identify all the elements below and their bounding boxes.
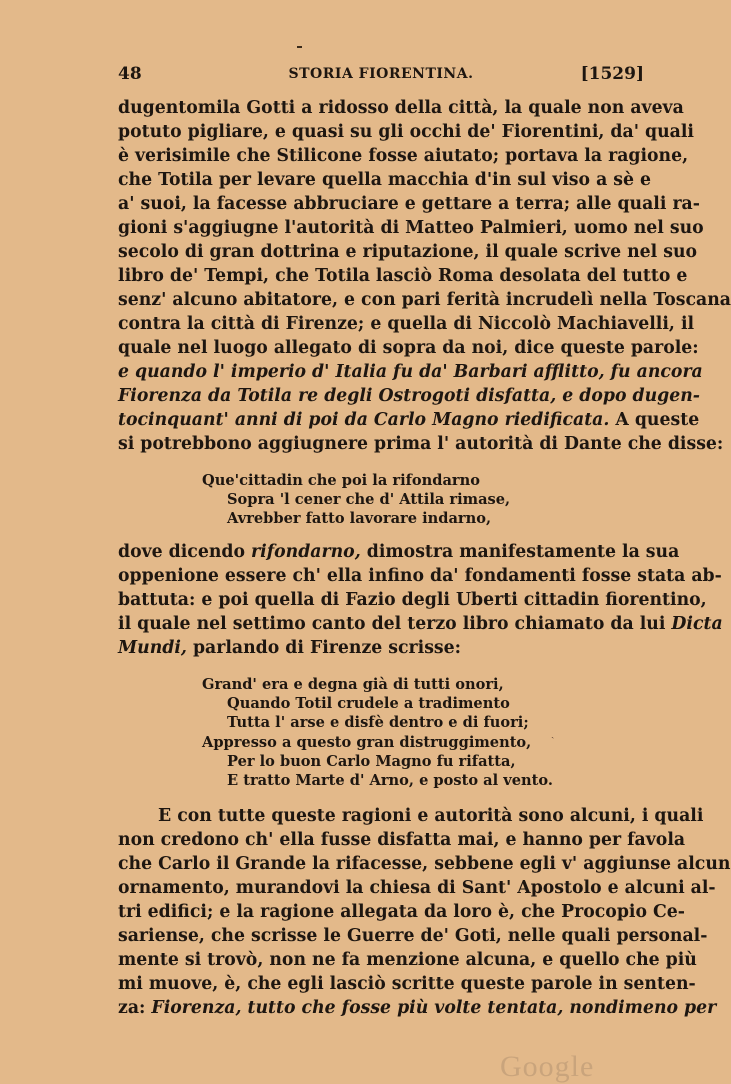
verse-line: Que'cittadin che poi la rifondarno <box>202 472 480 489</box>
verse-line: E tratto Marte d' Arno, e posto al vento. <box>227 772 553 789</box>
text-line-mixed <box>118 996 717 1020</box>
text-line: ornamento, murandovi la chiesa di Sant' Apostolo e alcuni al- <box>118 878 716 898</box>
stray-mark: ˎ <box>551 728 555 739</box>
text-line: senz' alcuno abitatore, e con pari ferità incrudelì nella Toscana <box>118 290 731 310</box>
italic-quote: Fiorenza da Totila re degli Ostrogoti disfatta, e dopo dugen- <box>118 386 700 406</box>
italic-word: Dicta <box>671 614 723 634</box>
text-line: E con tutte queste ragioni e autorità sono alcuni, i quali <box>158 806 704 826</box>
text-line: tri edifici; e la ragione allegata da loro è, che Procopio Ce- <box>118 902 685 922</box>
text-span: dove dicendo <box>118 542 252 562</box>
text-span: parlando di Firenze scrisse: <box>186 638 462 658</box>
text-line: mi muove, è, che egli lasciò scritte queste parole in senten- <box>118 974 696 994</box>
text-line: secolo di gran dottrina e riputazione, il quale scrive nel suo <box>118 242 698 262</box>
italic-word: rifondarno, <box>251 542 361 562</box>
text-line-mixed <box>118 408 700 432</box>
text-span: dimostra manifestamente la sua <box>360 542 680 562</box>
verse-line: Quando Totil crudele a tradimento <box>227 695 510 712</box>
text-line: non credono ch' ella fusse disfatta mai, e hanno per favola <box>118 830 686 850</box>
book-title: STORIA FIORENTINA. <box>288 66 474 82</box>
text-line: che Totila per levare quella macchia d'in sul viso a sè e <box>118 170 652 190</box>
italic-quote: tocinquant' anni di poi da Carlo Magno riedificata. <box>118 410 610 430</box>
text-line-mixed <box>118 612 723 636</box>
verse-line: Grand' era e degna già di tutti onori, <box>202 676 504 693</box>
verse-line: Appresso a questo gran distruggimento, <box>202 734 532 751</box>
running-header <box>118 64 644 88</box>
text-line: battuta: e poi quella di Fazio degli Uberti cittadin fiorentino, <box>118 590 707 610</box>
text-line: contra la città di Firenze; e quella di Niccolò Machiavelli, il <box>118 314 695 334</box>
printer-mark <box>297 46 302 48</box>
italic-quote: Fiorenza, tutto che fosse più volte tentata, nondimeno per <box>151 998 717 1018</box>
text-line-italic <box>118 384 700 408</box>
text-line: a' suoi, la facesse abbruciare e gettare a terra; alle quali ra- <box>118 194 700 214</box>
verse-line: Avrebber fatto lavorare indarno, <box>227 510 492 527</box>
verse-line: Per lo buon Carlo Magno fu rifatta, <box>227 753 516 770</box>
text-span: za: <box>118 998 152 1018</box>
italic-word: Mundi, <box>118 638 187 658</box>
text-line: quale nel luogo allegato di sopra da noi, dice queste parole: <box>118 338 699 358</box>
text-line: è verisimile che Stilicone fosse aiutato; portava la ragione, <box>118 146 689 166</box>
text-line: libro de' Tempi, che Totila lasciò Roma desolata del tutto e <box>118 266 688 286</box>
italic-quote: e quando l' imperio d' Italia fu da' Barbari afflitto, fu ancora <box>118 362 703 382</box>
text-line: mente si trovò, non ne fa menzione alcuna, e quello che più <box>118 950 697 970</box>
text-line: sariense, che scrisse le Guerre de' Goti, nelle quali personal- <box>118 926 708 946</box>
text-span: A queste <box>609 410 700 430</box>
text-line: potuto pigliare, e quasi su gli occhi de' Fiorentini, da' quali <box>118 122 694 142</box>
text-line-italic <box>118 360 703 384</box>
text-line: oppenione essere ch' ella infino da' fondamenti fosse stata ab- <box>118 566 722 586</box>
text-span: il quale nel settimo canto del terzo libro chiamato da lui <box>118 614 672 634</box>
text-line-mixed <box>118 540 680 564</box>
page-number: 48 <box>118 64 142 84</box>
text-line-mixed <box>118 636 644 660</box>
text-line: gioni s'aggiugne l'autorità di Matteo Palmieri, uomo nel suo <box>118 218 704 238</box>
watermark: Google <box>500 1050 595 1083</box>
text-line: che Carlo il Grande la rifacesse, sebbene egli v' aggiunse alcun <box>118 854 731 874</box>
text-line: dugentomila Gotti a ridosso della città, la quale non aveva <box>118 98 684 118</box>
text-line: si potrebbono aggiugnere prima l' autorità di Dante che disse: <box>118 434 724 454</box>
verse-line: Tutta l' arse e disfè dentro e di fuori; <box>227 714 529 731</box>
year-label: [1529] <box>580 64 644 84</box>
verse-line: Sopra 'l cener che d' Attila rimase, <box>227 491 511 508</box>
